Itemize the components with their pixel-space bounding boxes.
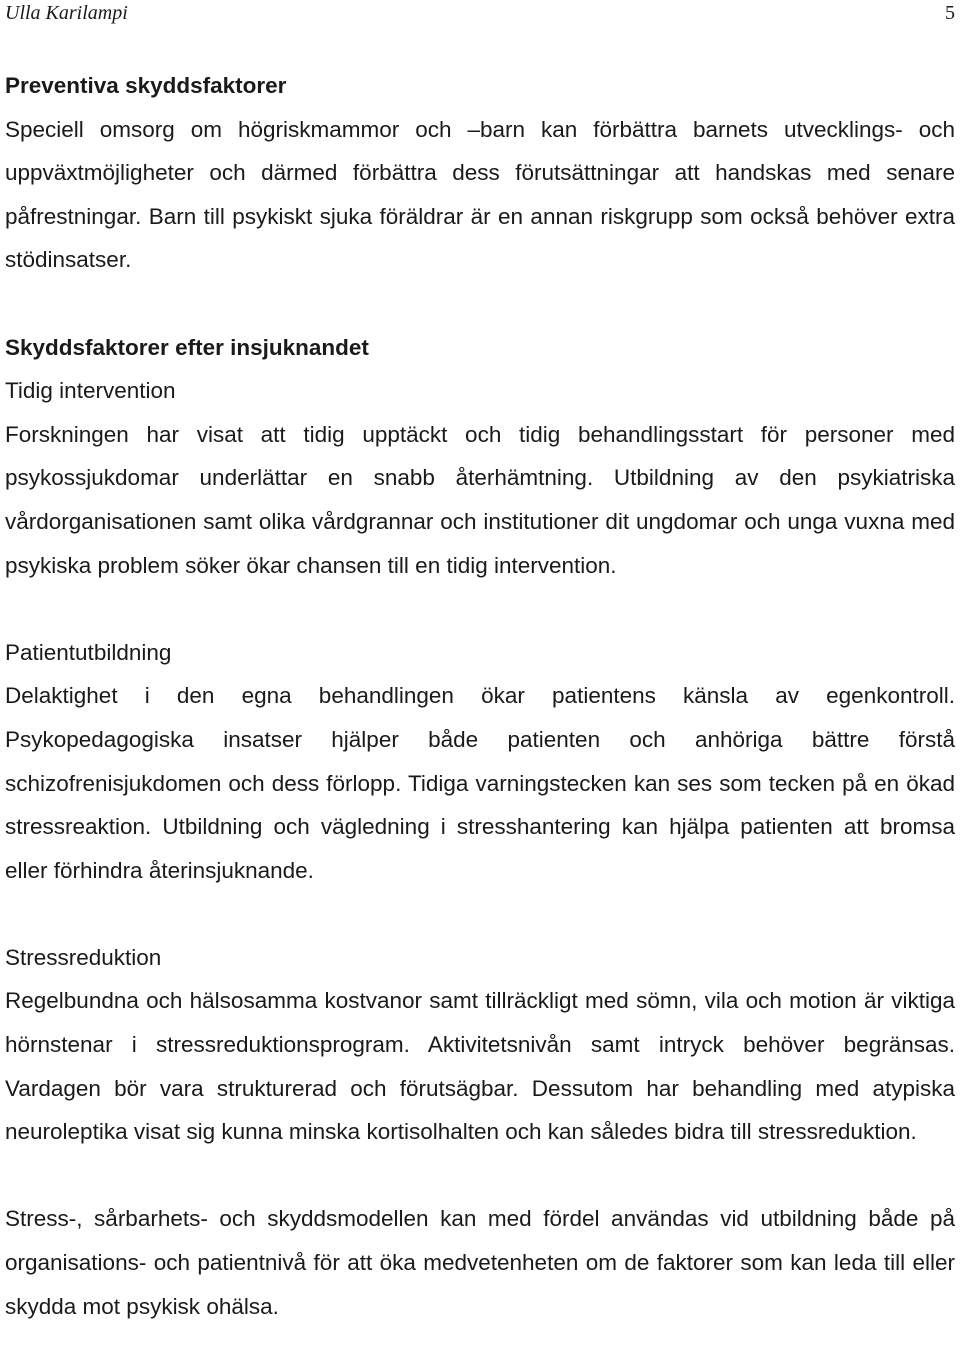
paragraph-preventiva: Speciell omsorg om högriskmammor och –barn kan förbättra barnets utvecklings- och uppväxtmöjligheter och därmed förbättra dess förutsättningar att handskas med senare påfrestningar. Barn till psykiskt sjuka föräldrar är en annan riskgrupp som också behöver extra stödinsatser.	[5, 116, 955, 273]
paragraph-patientutbildning: Delaktighet i den egna behandlingen ökar patientens känsla av egenkontroll. Psykopedagogiska insatser hjälper både patienten och anhöriga bättre förstå schizofrenisjukdomen och dess förlopp. Tidiga varningstecken kan ses som tecken på en ökad stressreaktion. Utbildning och vägledning i stresshantering kan hjälpa patienten att bromsa eller förhindra återinsjuknande.	[5, 683, 955, 883]
subheading-stressreduktion: Stressreduktion	[5, 944, 162, 970]
paragraph-spacer	[5, 1154, 955, 1198]
paragraph-tidig-intervention: Forskningen har visat att tidig upptäckt och tidig behandlingsstart för personer med psykossjukdomar underlättar en snabb återhämtning. Utbildning av den psykiatriska vårdorganisationen samt olika vårdgrannar och institutioner dit ungdomar och unga vuxna med psykiska problem söker ökar chansen till en tidig intervention.	[5, 421, 955, 578]
section-heading-efter-insjuknandet: Skyddsfaktorer efter insjuknandet	[5, 334, 369, 360]
paragraph-spacer	[5, 892, 955, 936]
paragraph-stressreduktion: Regelbundna och hälsosamma kostvanor samt tillräckligt med sömn, vila och motion är viktiga hörnstenar i stressreduktionsprogram. Aktivitetsnivån samt intryck behöver begränsas. Vardagen bör vara strukturerad och förutsägbar. Dessutom har behandling med atypiska neuroleptika visat sig kunna minska kortisolhalten och kan således bidra till stressreduktion.	[5, 988, 955, 1145]
header-author: Ulla Karilampi	[5, 2, 128, 24]
running-header	[5, 0, 955, 28]
paragraph-modellen: Stress-, sårbarhets- och skyddsmodellen kan med fördel användas vid utbildning både på organisations- och patientnivå för att öka medvetenheten om de faktorer som kan leda till eller skydda mot psykisk ohälsa.	[5, 1206, 955, 1319]
section-heading-preventiva: Preventiva skyddsfaktorer	[5, 73, 287, 98]
subheading-patientutbildning: Patientutbildning	[5, 639, 172, 665]
paragraph-spacer	[5, 282, 955, 326]
paragraph-spacer	[5, 587, 955, 631]
page-number: 5	[945, 2, 955, 24]
document-body	[5, 64, 955, 1328]
subheading-tidig-intervention: Tidig intervention	[5, 378, 176, 404]
